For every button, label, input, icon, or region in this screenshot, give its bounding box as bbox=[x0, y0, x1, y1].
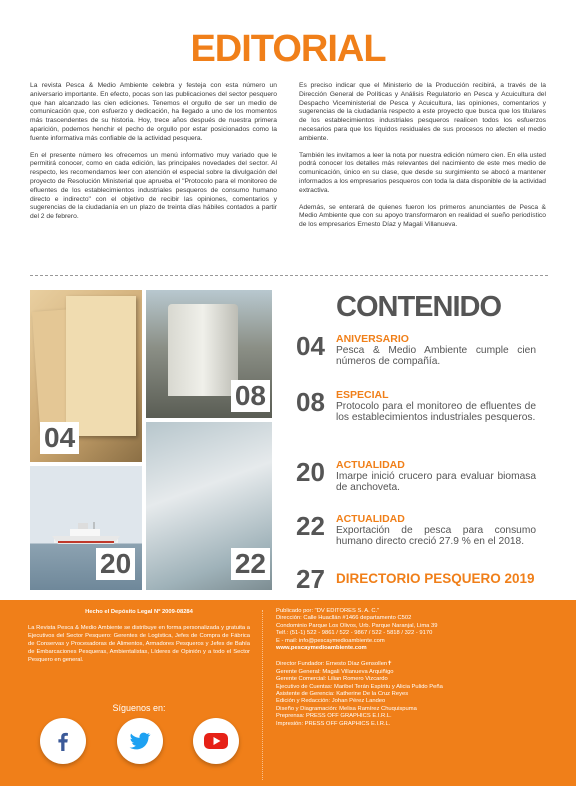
entry-description: Exportación de pesca para consumo humano directo creció 27.9 % en el 2018. bbox=[336, 525, 536, 548]
page-number-badge: 04 bbox=[40, 422, 79, 454]
footer-left bbox=[28, 608, 250, 664]
storage-tank bbox=[168, 304, 238, 396]
editorial-paragraph: Además, se enterará de quienes fueron los primeros anunciantes de Pesca & Medio Ambiente que con su apoyo transformaron en realidad el sueño periodístico de los empresarios Ernesto Díaz y Magali Villanueva. bbox=[299, 203, 546, 229]
editorial-paragraph: Es preciso indicar que el Ministerio de la Producción recibirá, a través de la Dirección General de Políticas y Análisis Regulatorio en Pesca y Acuicultura del Despacho Viceministerial de Pesca y Acuicultura, las opiniones, comentarios y sugerencias de la ciudadanía respecto a este proyecto que busca que los titulares de los establecimientos industriales pesqueros realicen todos los esfuerzos necesarios para que los líquidos residuales de sus procesos no afecten el medio ambiente. bbox=[299, 82, 546, 142]
page-number-badge: 20 bbox=[96, 548, 135, 580]
twitter-icon bbox=[128, 730, 152, 752]
website-link[interactable]: www.pescaymedioambiente.com bbox=[276, 645, 367, 652]
publisher-line: Publicado por: "DV EDITORES S. A. C." bbox=[276, 608, 380, 614]
staff-line: Gerente General: Magali Villanueva Arquiñigo bbox=[276, 668, 394, 675]
publisher-line: Telf.: (51-1) 522 - 9861 / 522 - 9867 / 522 - 5818 / 322 - 9170 bbox=[276, 630, 433, 637]
staff-line: Diseño y Diagramación: Melisa Ramírez Chuquispuma bbox=[276, 705, 417, 712]
photo-research-ship[interactable] bbox=[30, 466, 142, 590]
entry-page-number: 20 bbox=[296, 457, 325, 487]
page-title: EDITORIAL bbox=[190, 28, 386, 70]
twitter-button[interactable] bbox=[117, 718, 163, 764]
editorial-paragraph: La revista Pesca & Medio Ambiente celebra y festeja con esta número un aniversario importante. En efecto, pocas son las publicaciones del sector pesquero que han alcanzado las cien ediciones. Tenemos el orgullo de ser un medio de comunicación que, con esfuerzo y dedicación, ha llegado a uno de los momentos más trascendentes de su historia. Hoy, trece años después de nuestra primera aparición, podemos henchir el pecho de orgullo por estar posicionados como la fuente informativa más confiable de la actividad pesquera. bbox=[30, 82, 277, 142]
staff-line: Preprensa: PRESS OFF GRAPHICS E.I.R.L. bbox=[276, 713, 392, 720]
contents-entry[interactable] bbox=[296, 513, 536, 548]
staff-line: Asistente de Gerencia: Katherine De la Cruz Reyes bbox=[276, 691, 409, 698]
entry-description: Protocolo para el monitoreo de efluentes de los establecimientos industriales pesqueros. bbox=[336, 401, 536, 424]
photo-grid bbox=[30, 290, 272, 590]
entry-category: ACTUALIDAD bbox=[336, 513, 405, 525]
contents-entry[interactable] bbox=[296, 389, 536, 424]
document-page bbox=[66, 296, 136, 436]
editorial-column-right bbox=[299, 82, 546, 238]
page-number-badge: 22 bbox=[231, 548, 270, 580]
contents-entry[interactable] bbox=[296, 459, 536, 494]
entry-category: ACTUALIDAD bbox=[336, 459, 405, 471]
entry-page-number: 22 bbox=[296, 511, 325, 541]
contents-entry[interactable] bbox=[296, 566, 536, 592]
entry-page-number: 08 bbox=[296, 387, 325, 417]
entry-page-number: 04 bbox=[296, 331, 325, 361]
staff-line: Ejecutivo de Cuentas: Maribel Terán Espíritu y Alicia Pulido Peña bbox=[276, 683, 443, 690]
ship-icon bbox=[50, 522, 122, 546]
distribution-note: La Revista Pesca & Medio Ambiente se distribuye en forma personalizada y gratuita a Ejecutivos del Sector Pesquero: Gerentes de Logística, Jefes de Compra de Fábrica de Conservas y Procesadoras de Alimentos, Armadores Pesqueros y Jefes de Bahía de Embarcaciones Pesqueras, Ambientalistas, Líderes de Opinión y a todo el Sector Pesquero en general. bbox=[28, 625, 250, 663]
staff-line: Gerente Comercial: Lilian Romero Vizcardo bbox=[276, 676, 388, 683]
footer-divider bbox=[262, 610, 263, 780]
photo-magazine-cover[interactable] bbox=[30, 290, 142, 462]
staff-line: Impresión: PRESS OFF GRAPHICS E.I.R.L. bbox=[276, 720, 391, 727]
publisher-line: E - mail: info@pescaymedioambiente.com bbox=[276, 637, 385, 644]
section-divider bbox=[30, 275, 548, 276]
page-number-badge: 08 bbox=[231, 380, 270, 412]
publisher-line: Condominio Parque Los Olivos, Urb. Parque Naranjal, Lima 39 bbox=[276, 622, 438, 629]
editorial-paragraph: En el presente número les ofrecemos un menú informativo muy variado que le permitirá conocer, como en cada edición, las principales novedades del sector. Al respecto, les recomendamos leer con atención el especial sobre la divulgación del proyecto de Resolución Ministerial que aprueba el "Protocolo para el monitoreo de efluentes de los establecimientos industriales pesqueros de consumo humano directo e indirecto" con el objetivo de recibir las opiniones, comentarios y sugerencias de la ciudadanía en un plazo de treinta días hábiles contados a partir del 2 de febrero. bbox=[30, 151, 277, 221]
facebook-button[interactable] bbox=[40, 718, 86, 764]
entry-description: Pesca & Medio Ambiente cumple cien números de compañía. bbox=[336, 345, 536, 368]
editorial-paragraph: También les invitamos a leer la nota por nuestra edición número cien. En ella usted podrá conocer los detalles más relevantes del nacimiento de este mes medio de comunicación, único en su clase, que desde su surgimiento se abocó a mantener informados a los empresarios pesqueros con toda la data disponible de la actividad extractiva. bbox=[299, 151, 546, 194]
entry-page-number: 27 bbox=[296, 564, 325, 594]
footer-right bbox=[276, 608, 566, 728]
photo-industrial-plant[interactable] bbox=[146, 290, 272, 418]
footer bbox=[0, 600, 576, 786]
legal-deposit: Hecho el Depósito Legal Nº 2009-08284 bbox=[85, 609, 193, 615]
photo-fish-processing[interactable] bbox=[146, 422, 272, 590]
entry-category: ANIVERSARIO bbox=[336, 333, 409, 345]
contents-heading: CONTENIDO bbox=[336, 291, 501, 323]
facebook-icon bbox=[52, 730, 74, 752]
entry-description: Imarpe inició crucero para evaluar biomasa de anchoveta. bbox=[336, 471, 536, 494]
staff-line: Director Fundador: Ernesto Díaz Gensollen✝ bbox=[276, 661, 393, 668]
entry-category: ESPECIAL bbox=[336, 389, 389, 401]
youtube-icon bbox=[203, 731, 229, 751]
youtube-button[interactable] bbox=[193, 718, 239, 764]
contents-entry[interactable] bbox=[296, 333, 536, 368]
editorial-column-left bbox=[30, 82, 277, 238]
entry-category: DIRECTORIO PESQUERO 2019 bbox=[336, 571, 535, 586]
publisher-line: Dirección: Calle Huacllán #1466 departamento C502 bbox=[276, 615, 412, 622]
staff-line: Edición y Redacción: Johan Pérez Landeo bbox=[276, 698, 386, 705]
editorial-body bbox=[30, 82, 546, 238]
follow-label: Síguenos en: bbox=[112, 703, 166, 713]
